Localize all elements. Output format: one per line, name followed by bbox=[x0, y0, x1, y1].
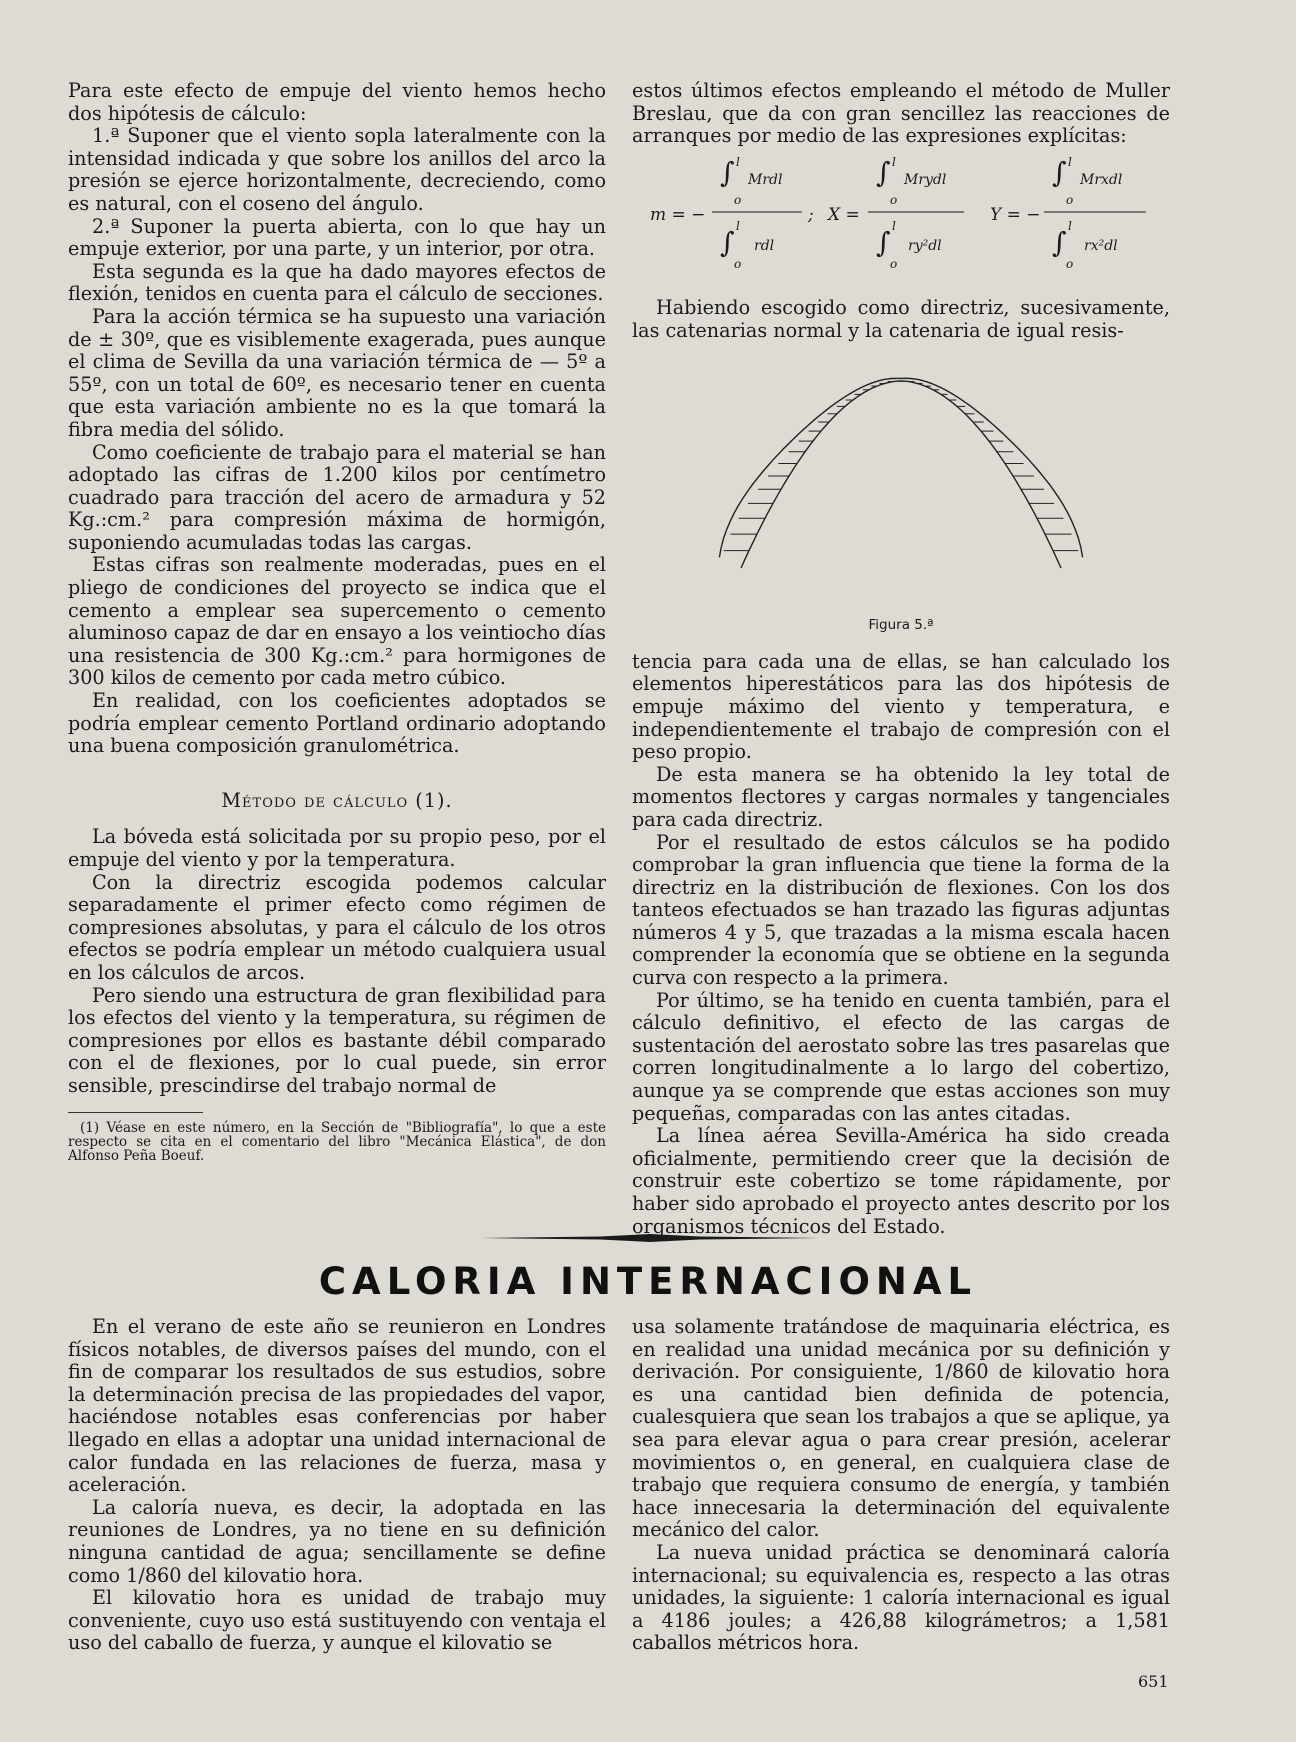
arch-hatching bbox=[724, 381, 1079, 551]
integral-sign: ∫ bbox=[720, 155, 735, 189]
footnote: (1) Véase en este número, en la Sección de "Bibliografía", lo que a este respecto se cita en el comentario del libro "Mecánica Elástica", de don Alfonso Peña Boeuf. bbox=[68, 1119, 606, 1164]
paragraph: estos últimos efectos empleando el método de Muller Breslau, que da con gran sencillez las reacciones de arranques por medio de las expresiones explícitas: bbox=[632, 79, 1170, 148]
formula-x-num: Mrydl bbox=[904, 171, 947, 188]
formula-y-lhs: Y = − bbox=[990, 204, 1041, 225]
paragraph: 2.ª Suponer la puerta abierta, con lo que hay un empuje exterior, por una parte, y un interior, por otra. bbox=[68, 214, 606, 261]
paragraph: La caloría nueva, es decir, la adoptada en las reuniones de Londres, ya no tiene en su definición ninguna cantidad de agua; sencillamente se define como 1/860 del kilovatio hora. bbox=[68, 1495, 606, 1587]
formula-m-lhs: m = − bbox=[650, 204, 706, 225]
paragraph: 1.ª Suponer que el viento sopla lateralmente con la intensidad indicada y que sobre los anillos del arco la presión se ejerce horizontalmente, decreciendo, como es natural, con el coseno del ángulo. bbox=[68, 124, 606, 215]
ornament-divider bbox=[480, 1228, 820, 1248]
paragraph: usa solamente tratándose de maquinaria eléctrica, es en realidad una unidad mecánica por su definición y derivación. Por consiguiente, 1/860 de kilovatio hora es una cantidad bien definida de potencia, cualesquiera que sean los trabajos a que se aplique, ya sea para elevar agua o para crear presión, acelerar movimientos o, en general, en cualquiera clase de trabajo que requiera consumo de energía, y también hace innecesaria la determinación del equivalente mecánico del calor. bbox=[632, 1315, 1170, 1542]
integral-sign: ∫ bbox=[1052, 225, 1067, 259]
lower-limit: o bbox=[734, 192, 742, 207]
formula-m-num: Mrdl bbox=[748, 171, 783, 188]
paragraph: El kilovatio hora es unidad de trabajo muy conveniente, cuyo uso está sustituyendo con ventaja el uso del caballo de fuerza, y aunque el kilovatio se bbox=[68, 1586, 606, 1655]
lower-limit: o bbox=[734, 256, 742, 271]
arch-moment-diagram bbox=[632, 353, 1170, 603]
paragraph: Para este efecto de empuje del viento hemos hecho dos hipótesis de cálculo: bbox=[68, 79, 606, 125]
upper-limit: l bbox=[1068, 155, 1072, 169]
paragraph: De esta manera se ha obtenido la ley total de momentos flectores y cargas normales y tangenciales para cada directriz. bbox=[632, 762, 1170, 831]
lower-limit: o bbox=[1066, 192, 1074, 207]
page-number: 651 bbox=[1138, 1672, 1169, 1691]
paragraph: En el verano de este año se reunieron en Londres físicos notables, de diversos países del mundo, con el fin de comparar los resultados de sus estudios, sobre la determinación precisa de las propiedades del vapor, haciéndose notables esas conferencias por haber llegado en ellas a adoptar una unidad internacional de calor fundada en las relaciones de fuerza, masa y aceleración. bbox=[68, 1315, 606, 1497]
figure-caption: Figura 5.ª bbox=[868, 617, 934, 634]
upper-limit: l bbox=[892, 155, 896, 169]
formula-separator: ; bbox=[808, 204, 814, 225]
integral-sign: ∫ bbox=[876, 225, 891, 259]
paragraph: tencia para cada una de ellas, se han calculado los elementos hiperestáticos para las dos hipótesis de empuje máximo del viento y temperatura, e independientemente el trabajo de compresión con el peso propio. bbox=[632, 649, 1170, 764]
muller-breslau-formula bbox=[632, 156, 1170, 282]
paragraph: La línea aérea Sevilla-América ha sido creada oficialmente, permitiendo creer que la decisión de construir este cobertizo se tome rápidamente, por haber sido aprobado el proyecto antes descrito por los organismos técnicos del Estado. bbox=[632, 1124, 1170, 1238]
section-heading: Método de cálculo (1). bbox=[221, 788, 453, 812]
formula-x-den: ry²dl bbox=[908, 237, 942, 254]
article-title: CALORIA INTERNACIONAL bbox=[318, 1260, 978, 1303]
formula-y-num: Mrxdl bbox=[1080, 171, 1123, 188]
integral-sign: ∫ bbox=[720, 225, 735, 259]
paragraph: Habiendo escogido como directriz, sucesivamente, las catenarias normal y la catenaria de igual resis- bbox=[632, 296, 1170, 342]
paragraph: Pero siendo una estructura de gran flexibilidad para los efectos del viento y la temperatura, su régimen de compresiones por ellos es bastante débil comparado con el de flexiones, por lo cual puede, sin error sensible, prescindirse del trabajo normal de bbox=[68, 983, 606, 1097]
paragraph: Estas cifras son realmente moderadas, pues en el pliego de condiciones del proyecto se indica que el cemento a emplear sea supercemento o cemento aluminoso capaz de dar en ensayo a los veintiocho días una resistencia de 300 Kg.:cm.² para hormigones de 300 kilos de cemento por cada metro cúbico. bbox=[68, 553, 606, 690]
paragraph: La nueva unidad práctica se denominará caloría internacional; su equivalencia es, respecto a las otras unidades, la siguiente: 1 caloría internacional es igual a 4186 joules; a 426,88 kilográmetros; a 1,581 caballos métricos hora. bbox=[632, 1540, 1170, 1655]
article-right-column bbox=[632, 1316, 1170, 1655]
formula-y-den: rx²dl bbox=[1084, 237, 1118, 254]
integral-sign: ∫ bbox=[1052, 155, 1067, 189]
formula-m-den: rdl bbox=[754, 237, 775, 254]
arch-outer-curve bbox=[719, 378, 1082, 557]
paragraph: Para la acción térmica se ha supuesto una variación de ± 30º, que es visiblemente exagerada, pues aunque el clima de Sevilla da una variación térmica de — 5º a 55º, con un total de 60º, es necesario tener en cuenta que esta variación ambiente no es la que tomará la fibra media del sólido. bbox=[68, 304, 606, 441]
lower-limit: o bbox=[1066, 256, 1074, 271]
paragraph: Como coeficiente de trabajo para el material se han adoptado las cifras de 1.200 kilos por centímetro cuadrado para tracción del acero de armadura y 52 Kg.:cm.² para compresión máxima de hormigón, suponiendo acumuladas todas las cargas. bbox=[68, 440, 606, 554]
integral-sign: ∫ bbox=[876, 155, 891, 189]
right-column bbox=[632, 80, 1170, 1238]
upper-limit: l bbox=[892, 218, 896, 233]
paragraph: En realidad, con los coeficientes adoptados se podría emplear cemento Portland ordinario adoptando una buena composición granulométrica. bbox=[68, 689, 606, 758]
lower-limit: o bbox=[890, 256, 898, 271]
article-left-column bbox=[68, 1316, 606, 1655]
left-column bbox=[68, 80, 606, 1163]
formula-x-lhs: X = bbox=[828, 204, 860, 225]
lower-limit: o bbox=[890, 192, 898, 207]
paragraph: Por último, se ha tenido en cuenta también, para el cálculo definitivo, el efecto de las cargas de sustentación del aerostato sobre las tres pasarelas que corren longitudinalmente a lo largo del cobertizo, aunque ya se comprende que estas acciones son muy pequeñas, comparadas con las antes citadas. bbox=[632, 988, 1170, 1125]
footnote-divider bbox=[68, 1112, 203, 1113]
upper-limit: l bbox=[1068, 218, 1072, 233]
paragraph: Por el resultado de estos cálculos se ha podido comprobar la gran influencia que tiene la forma de la directriz en la distribución de flexiones. Con los dos tanteos efectuados se han trazado las figuras adjuntas números 4 y 5, que trazadas a la misma escala hacen comprender la economía que se obtiene en la segunda curva con respecto a la primera. bbox=[632, 830, 1170, 990]
paragraph: Esta segunda es la que ha dado mayores efectos de flexión, tenidos en cuenta para el cálculo de secciones. bbox=[68, 259, 606, 306]
upper-limit: l bbox=[736, 218, 740, 233]
paragraph: Con la directriz escogida podemos calcular separadamente el primer efecto como régimen de compresiones absolutas, y para el cálculo de los otros efectos se podría emplear un método cualquiera usual en los cálculos de arcos. bbox=[68, 870, 606, 984]
arch-inner-curve bbox=[741, 381, 1061, 568]
upper-limit: l bbox=[736, 155, 740, 169]
paragraph: La bóveda está solicitada por su propio peso, por el empuje del viento y por la temperatura. bbox=[68, 825, 606, 871]
